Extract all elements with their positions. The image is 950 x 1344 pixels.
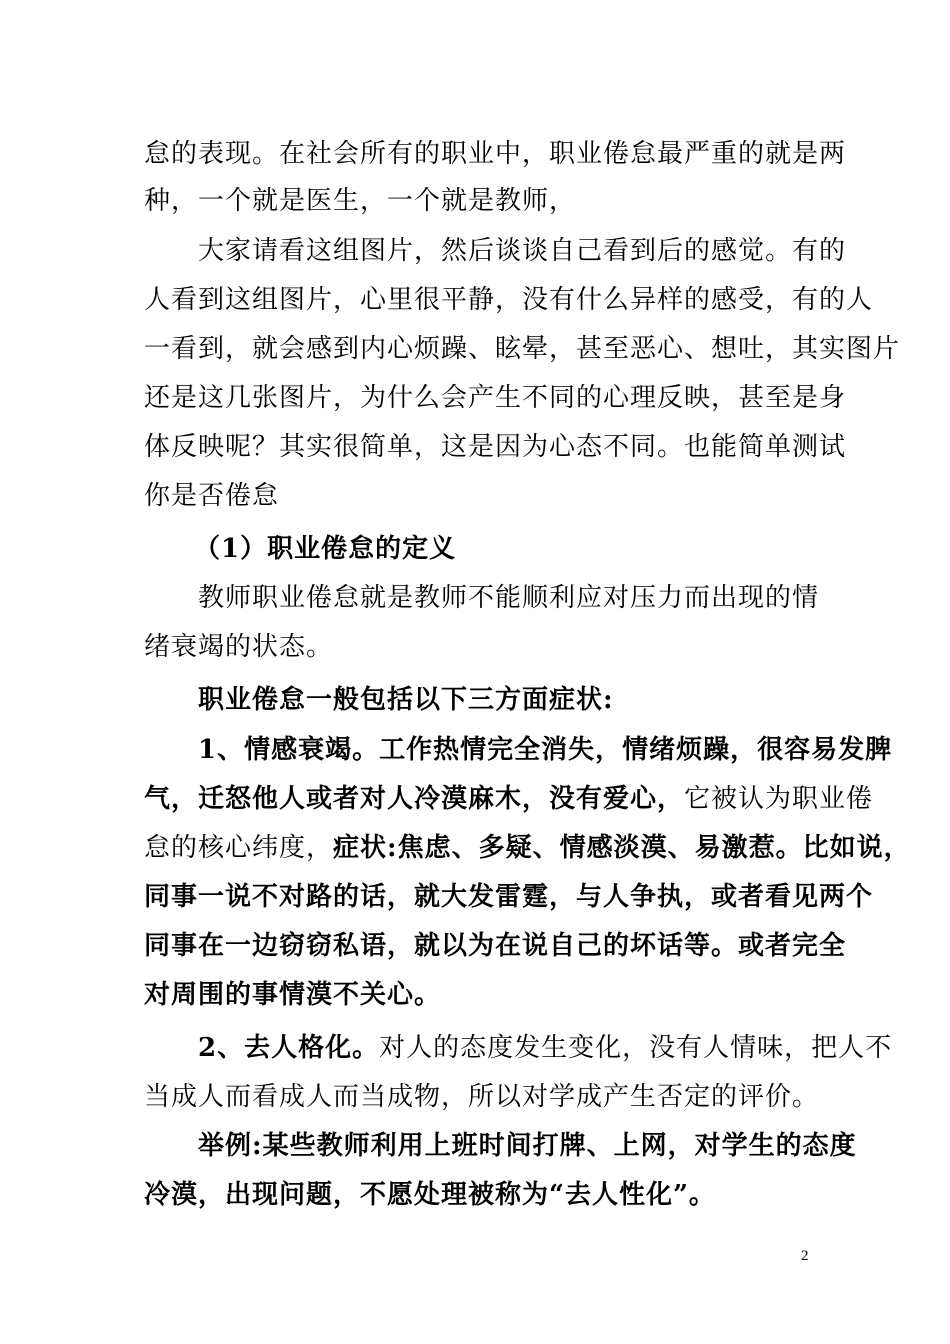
text-line: 教师职业倦怠就是教师不能顺利应对压力而出现的情: [198, 583, 820, 613]
text-line: [198, 1131, 857, 1161]
text-line: 还是这几张图片，为什么会产生不同的心理反映，甚至是身: [144, 383, 847, 413]
text-line: [198, 1033, 892, 1063]
text-line: 同事一说不对路的话，就大发雷霆，与人争执，或者看见两个: [144, 882, 874, 912]
section-heading: （1）职业倦怠的定义: [194, 534, 457, 564]
text-line: 对周围的事情漠不关心。: [144, 980, 442, 1010]
text-run: 气，迁怒他人或者对人冷漠麻木，没有爱心，: [144, 784, 685, 814]
text-line: 当成人而看成人而当成物，所以对学成产生否定的评价。: [144, 1082, 820, 1112]
text-run: 怠的核心纬度，: [144, 833, 334, 863]
text-line: [144, 784, 873, 814]
text-line: 1、情感衰竭。工作热情完全消失，情绪烦躁，很容易发脾: [198, 735, 893, 765]
subheading: 职业倦怠一般包括以下三方面症状:: [198, 685, 614, 715]
text-line: 一看到，就会感到内心烦躁、眩晕，甚至恶心、想吐，其实图片: [144, 334, 901, 364]
text-line: 体反映呢？其实很简单，这是因为心态不同。也能简单测试: [144, 432, 847, 462]
text-run: 2、去人格化。: [198, 1033, 380, 1063]
text-run: 症状:: [333, 833, 398, 863]
text-run: 举例:: [198, 1131, 263, 1161]
text-line: 种，一个就是医生，一个就是教师，: [144, 186, 577, 216]
text-line: 同事在一边窃窃私语，就以为在说自己的坏话等。或者完全: [144, 931, 847, 961]
text-line: 人看到这组图片，心里很平静，没有什么异样的感受，有的人: [144, 285, 874, 315]
text-line: 绪衰竭的状态。: [144, 632, 334, 662]
text-run: 焦虑、多疑、情感淡漠、易激惹。比如说，: [397, 833, 911, 863]
text-line: 怠的表现。在社会所有的职业中，职业倦怠最严重的就是两: [144, 139, 847, 169]
text-run: 某些教师利用上班时间打牌、上网，对学生的态度: [262, 1131, 857, 1161]
text-run: 它被认为职业倦: [684, 784, 874, 814]
text-line: 大家请看这组图片，然后谈谈自己看到后的感觉。有的: [198, 236, 847, 266]
text-line: 冷漠，出现问题，不愿处理被称为“去人性化”。: [144, 1180, 716, 1210]
text-run: 对人的态度发生变化，没有人情味，把人不: [379, 1033, 893, 1063]
text-line: [144, 833, 911, 863]
page-number: 2: [801, 1248, 809, 1264]
text-line: 你是否倦怠: [144, 481, 280, 511]
